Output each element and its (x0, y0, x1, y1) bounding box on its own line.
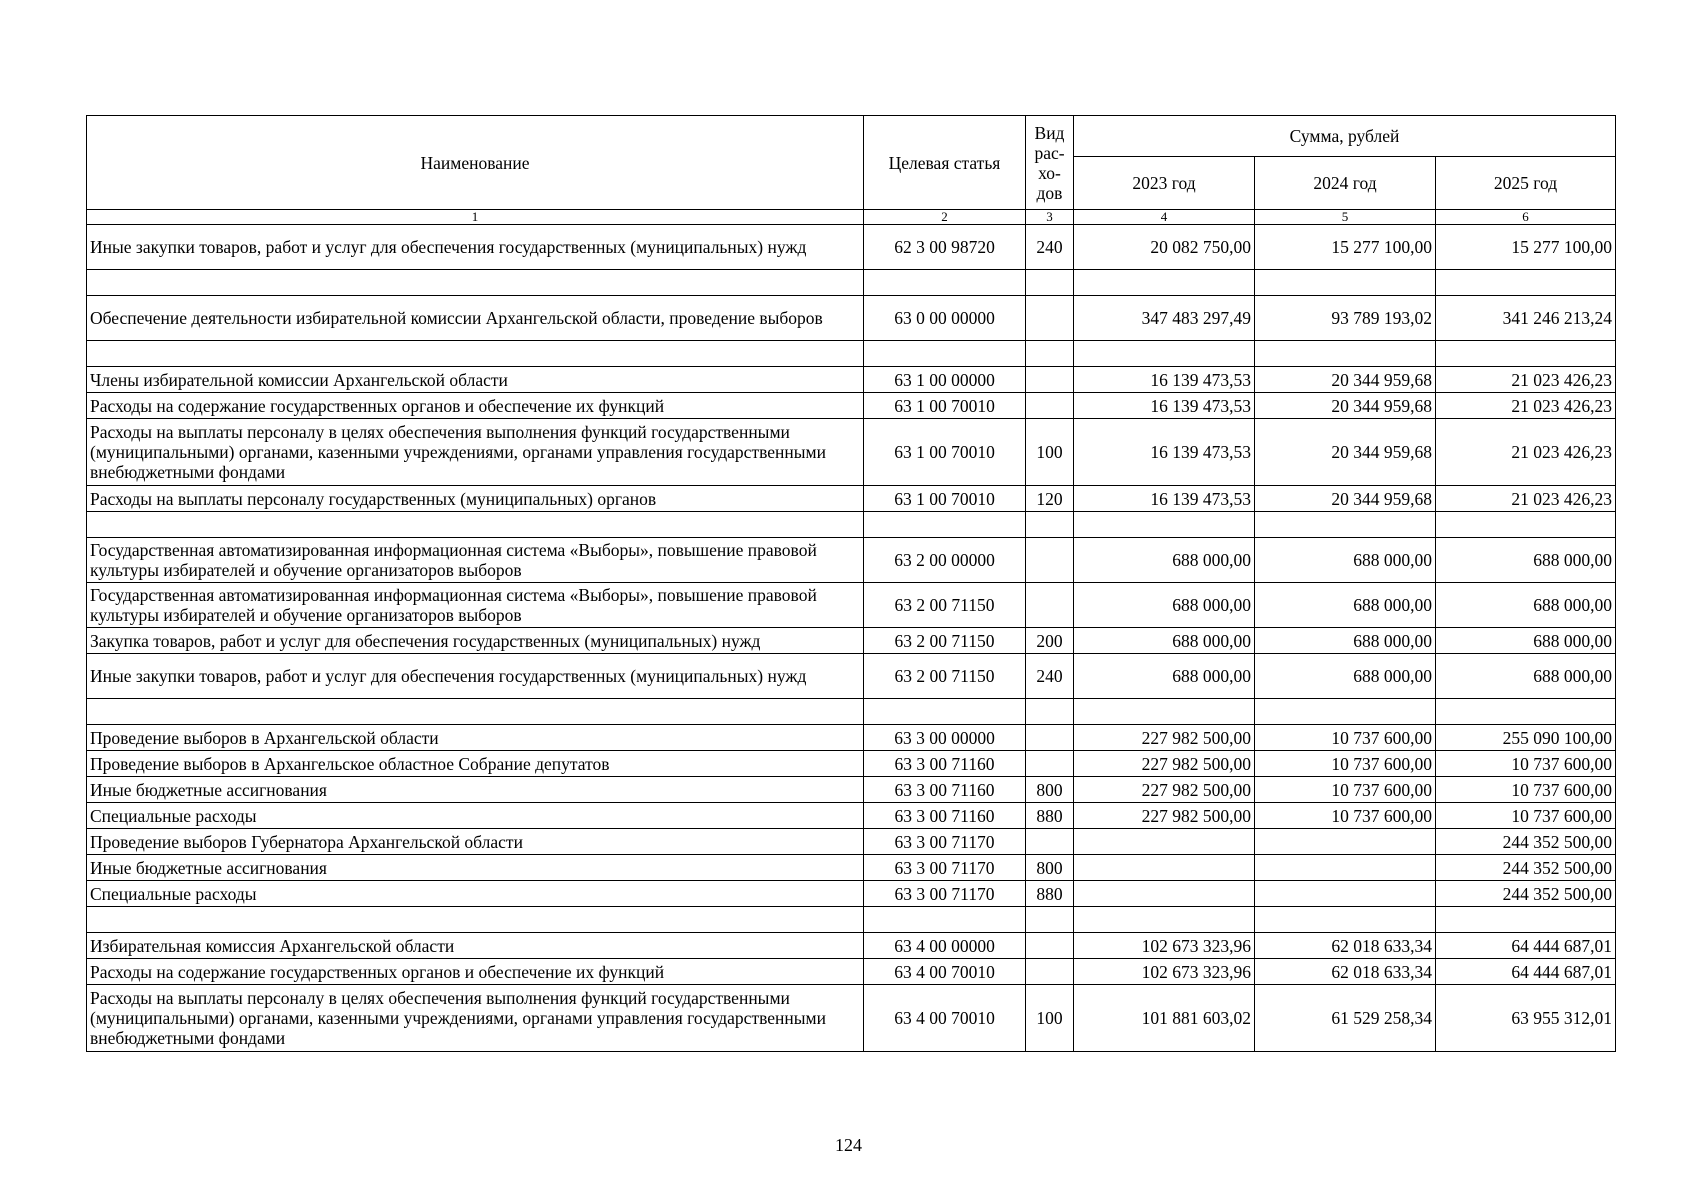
spacer-row (87, 512, 1616, 538)
row-name: Специальные расходы (87, 803, 864, 829)
row-amount-2023 (1074, 881, 1255, 907)
table-row (87, 985, 1616, 1052)
row-amount-2023: 102 673 323,96 (1074, 959, 1255, 985)
row-expense-type: 800 (1026, 855, 1074, 881)
row-amount-2025: 10 737 600,00 (1436, 803, 1616, 829)
row-amount-2025: 21 023 426,23 (1436, 419, 1616, 486)
column-number: 6 (1436, 210, 1616, 225)
row-amount-2023: 101 881 603,02 (1074, 985, 1255, 1052)
table-body (87, 225, 1616, 1052)
table-row (87, 881, 1616, 907)
row-amount-2023 (1074, 699, 1255, 725)
row-name: Иные закупки товаров, работ и услуг для обеспечения государственных (муниципальных) нужд (87, 654, 864, 699)
row-target-article: 63 4 00 00000 (864, 933, 1026, 959)
row-amount-2023 (1074, 270, 1255, 296)
row-amount-2025: 244 352 500,00 (1436, 881, 1616, 907)
row-expense-type (1026, 907, 1074, 933)
row-target-article: 63 2 00 71150 (864, 583, 1026, 628)
table-row (87, 803, 1616, 829)
row-amount-2023 (1074, 855, 1255, 881)
page-number: 124 (835, 1135, 862, 1155)
row-amount-2025: 244 352 500,00 (1436, 855, 1616, 881)
row-amount-2024 (1255, 829, 1436, 855)
row-name (87, 512, 864, 538)
row-amount-2024: 62 018 633,34 (1255, 959, 1436, 985)
spacer-row (87, 270, 1616, 296)
row-amount-2024: 688 000,00 (1255, 583, 1436, 628)
row-target-article: 63 3 00 71170 (864, 881, 1026, 907)
row-target-article: 63 3 00 71160 (864, 803, 1026, 829)
row-amount-2024: 15 277 100,00 (1255, 225, 1436, 270)
column-number-row (87, 210, 1616, 225)
row-amount-2023: 16 139 473,53 (1074, 486, 1255, 512)
row-amount-2024 (1255, 270, 1436, 296)
row-name: Иные закупки товаров, работ и услуг для обеспечения государственных (муниципальных) нужд (87, 225, 864, 270)
row-amount-2024: 10 737 600,00 (1255, 751, 1436, 777)
row-amount-2025: 688 000,00 (1436, 654, 1616, 699)
header-year-2024: 2024 год (1255, 157, 1436, 210)
column-number: 5 (1255, 210, 1436, 225)
row-name (87, 270, 864, 296)
row-amount-2023 (1074, 512, 1255, 538)
row-name: Расходы на содержание государственных органов и обеспечение их функций (87, 959, 864, 985)
row-amount-2025: 10 737 600,00 (1436, 751, 1616, 777)
row-amount-2024 (1255, 699, 1436, 725)
row-expense-type (1026, 725, 1074, 751)
row-amount-2023: 688 000,00 (1074, 654, 1255, 699)
table-row (87, 583, 1616, 628)
row-amount-2024: 62 018 633,34 (1255, 933, 1436, 959)
row-amount-2025: 64 444 687,01 (1436, 959, 1616, 985)
spacer-row (87, 341, 1616, 367)
row-amount-2023: 102 673 323,96 (1074, 933, 1255, 959)
row-amount-2023: 16 139 473,53 (1074, 419, 1255, 486)
row-name: Расходы на выплаты персоналу в целях обеспечения выполнения функций государственными (муниципальными) органами, казенными учреждениями, органами управления государственными внебюджетными фондами (87, 419, 864, 486)
row-name: Проведение выборов в Архангельское областное Собрание депутатов (87, 751, 864, 777)
budget-table (86, 115, 1616, 1052)
table-row (87, 959, 1616, 985)
row-amount-2024 (1255, 881, 1436, 907)
row-amount-2025: 63 955 312,01 (1436, 985, 1616, 1052)
row-amount-2023: 20 082 750,00 (1074, 225, 1255, 270)
header-year-2023: 2023 год (1074, 157, 1255, 210)
row-expense-type (1026, 751, 1074, 777)
header-year-2025: 2025 год (1436, 157, 1616, 210)
row-name: Обеспечение деятельности избирательной комиссии Архангельской области, проведение выборов (87, 296, 864, 341)
table-row (87, 225, 1616, 270)
row-expense-type (1026, 538, 1074, 583)
row-name: Иные бюджетные ассигнования (87, 777, 864, 803)
column-number: 4 (1074, 210, 1255, 225)
spacer-row (87, 907, 1616, 933)
row-amount-2025 (1436, 512, 1616, 538)
row-target-article: 63 4 00 70010 (864, 959, 1026, 985)
row-amount-2025: 244 352 500,00 (1436, 829, 1616, 855)
row-target-article: 63 2 00 00000 (864, 538, 1026, 583)
row-target-article: 63 2 00 71150 (864, 654, 1026, 699)
table-row (87, 486, 1616, 512)
row-name (87, 699, 864, 725)
row-target-article (864, 699, 1026, 725)
row-expense-type (1026, 512, 1074, 538)
row-target-article: 63 3 00 71170 (864, 829, 1026, 855)
row-expense-type (1026, 367, 1074, 393)
row-name: Иные бюджетные ассигнования (87, 855, 864, 881)
table-row (87, 538, 1616, 583)
row-target-article: 63 4 00 70010 (864, 985, 1026, 1052)
row-amount-2025 (1436, 341, 1616, 367)
row-amount-2024 (1255, 907, 1436, 933)
table-row (87, 296, 1616, 341)
row-name: Государственная автоматизированная информационная система «Выборы», повышение правовой культуры избирателей и обучение организаторов выборов (87, 583, 864, 628)
row-amount-2025: 688 000,00 (1436, 583, 1616, 628)
spacer-row (87, 699, 1616, 725)
row-target-article: 63 2 00 71150 (864, 628, 1026, 654)
table-row (87, 725, 1616, 751)
row-expense-type: 100 (1026, 419, 1074, 486)
row-expense-type (1026, 270, 1074, 296)
row-amount-2025: 21 023 426,23 (1436, 393, 1616, 419)
row-target-article: 63 3 00 71160 (864, 751, 1026, 777)
row-name: Проведение выборов Губернатора Архангельской области (87, 829, 864, 855)
row-amount-2023: 227 982 500,00 (1074, 777, 1255, 803)
row-amount-2025: 341 246 213,24 (1436, 296, 1616, 341)
row-target-article: 63 3 00 71170 (864, 855, 1026, 881)
header-name: Наименование (87, 116, 864, 210)
row-amount-2024: 20 344 959,68 (1255, 419, 1436, 486)
row-amount-2024: 20 344 959,68 (1255, 367, 1436, 393)
row-target-article: 63 1 00 70010 (864, 486, 1026, 512)
row-expense-type: 200 (1026, 628, 1074, 654)
row-amount-2025: 64 444 687,01 (1436, 933, 1616, 959)
table-row (87, 751, 1616, 777)
row-amount-2023 (1074, 341, 1255, 367)
row-amount-2025: 688 000,00 (1436, 538, 1616, 583)
table-row (87, 393, 1616, 419)
row-name: Расходы на выплаты персоналу в целях обеспечения выполнения функций государственными (муниципальными) органами, казенными учреждениями, органами управления государственными внебюджетными фондами (87, 985, 864, 1052)
row-amount-2024: 10 737 600,00 (1255, 725, 1436, 751)
row-target-article (864, 270, 1026, 296)
row-name: Расходы на содержание государственных органов и обеспечение их функций (87, 393, 864, 419)
row-amount-2023: 347 483 297,49 (1074, 296, 1255, 341)
row-name (87, 341, 864, 367)
row-amount-2025: 255 090 100,00 (1436, 725, 1616, 751)
table-row (87, 628, 1616, 654)
row-target-article (864, 341, 1026, 367)
table-row (87, 855, 1616, 881)
row-amount-2024: 20 344 959,68 (1255, 393, 1436, 419)
row-expense-type: 240 (1026, 654, 1074, 699)
row-amount-2023: 16 139 473,53 (1074, 393, 1255, 419)
row-expense-type (1026, 933, 1074, 959)
header-sum: Сумма, рублей (1074, 116, 1616, 157)
row-amount-2023 (1074, 907, 1255, 933)
row-target-article: 63 3 00 71160 (864, 777, 1026, 803)
row-expense-type (1026, 699, 1074, 725)
row-amount-2025 (1436, 699, 1616, 725)
row-amount-2025: 688 000,00 (1436, 628, 1616, 654)
row-amount-2023: 227 982 500,00 (1074, 803, 1255, 829)
row-expense-type: 120 (1026, 486, 1074, 512)
row-amount-2025 (1436, 270, 1616, 296)
row-name: Проведение выборов в Архангельской области (87, 725, 864, 751)
table-row (87, 367, 1616, 393)
row-expense-type: 800 (1026, 777, 1074, 803)
row-amount-2024: 20 344 959,68 (1255, 486, 1436, 512)
header-target-article: Целевая статья (864, 116, 1026, 210)
row-amount-2024: 10 737 600,00 (1255, 777, 1436, 803)
row-expense-type: 240 (1026, 225, 1074, 270)
table-row (87, 933, 1616, 959)
column-number: 2 (864, 210, 1026, 225)
row-amount-2023 (1074, 829, 1255, 855)
row-name (87, 907, 864, 933)
row-amount-2024: 93 789 193,02 (1255, 296, 1436, 341)
row-name: Специальные расходы (87, 881, 864, 907)
row-expense-type (1026, 393, 1074, 419)
row-amount-2023: 688 000,00 (1074, 628, 1255, 654)
row-amount-2024: 688 000,00 (1255, 654, 1436, 699)
row-target-article (864, 907, 1026, 933)
row-name: Государственная автоматизированная информационная система «Выборы», повышение правовой культуры избирателей и обучение организаторов выборов (87, 538, 864, 583)
row-amount-2025: 15 277 100,00 (1436, 225, 1616, 270)
header-expense-type: Вид рас-хо-дов (1026, 116, 1074, 210)
row-expense-type: 100 (1026, 985, 1074, 1052)
row-expense-type (1026, 959, 1074, 985)
row-target-article: 63 1 00 00000 (864, 367, 1026, 393)
row-amount-2023: 688 000,00 (1074, 538, 1255, 583)
row-amount-2024: 688 000,00 (1255, 538, 1436, 583)
row-amount-2025: 21 023 426,23 (1436, 486, 1616, 512)
row-name: Члены избирательной комиссии Архангельской области (87, 367, 864, 393)
row-expense-type (1026, 583, 1074, 628)
row-expense-type (1026, 341, 1074, 367)
row-name: Закупка товаров, работ и услуг для обеспечения государственных (муниципальных) нужд (87, 628, 864, 654)
row-name: Избирательная комиссия Архангельской области (87, 933, 864, 959)
row-target-article (864, 512, 1026, 538)
row-expense-type: 880 (1026, 803, 1074, 829)
row-target-article: 62 3 00 98720 (864, 225, 1026, 270)
row-target-article: 63 1 00 70010 (864, 393, 1026, 419)
row-target-article: 63 3 00 00000 (864, 725, 1026, 751)
row-amount-2025 (1436, 907, 1616, 933)
row-amount-2024: 61 529 258,34 (1255, 985, 1436, 1052)
table-row (87, 829, 1616, 855)
row-expense-type: 880 (1026, 881, 1074, 907)
column-number: 3 (1026, 210, 1074, 225)
row-target-article: 63 1 00 70010 (864, 419, 1026, 486)
row-amount-2023: 688 000,00 (1074, 583, 1255, 628)
row-expense-type (1026, 296, 1074, 341)
row-target-article: 63 0 00 00000 (864, 296, 1026, 341)
row-amount-2024 (1255, 512, 1436, 538)
row-expense-type (1026, 829, 1074, 855)
row-amount-2025: 21 023 426,23 (1436, 367, 1616, 393)
row-amount-2023: 16 139 473,53 (1074, 367, 1255, 393)
row-amount-2024: 10 737 600,00 (1255, 803, 1436, 829)
table-row (87, 777, 1616, 803)
row-amount-2024: 688 000,00 (1255, 628, 1436, 654)
row-amount-2024 (1255, 855, 1436, 881)
row-amount-2024 (1255, 341, 1436, 367)
column-number: 1 (87, 210, 864, 225)
table-row (87, 419, 1616, 486)
table-row (87, 654, 1616, 699)
row-amount-2023: 227 982 500,00 (1074, 751, 1255, 777)
row-name: Расходы на выплаты персоналу государственных (муниципальных) органов (87, 486, 864, 512)
row-amount-2023: 227 982 500,00 (1074, 725, 1255, 751)
row-amount-2025: 10 737 600,00 (1436, 777, 1616, 803)
